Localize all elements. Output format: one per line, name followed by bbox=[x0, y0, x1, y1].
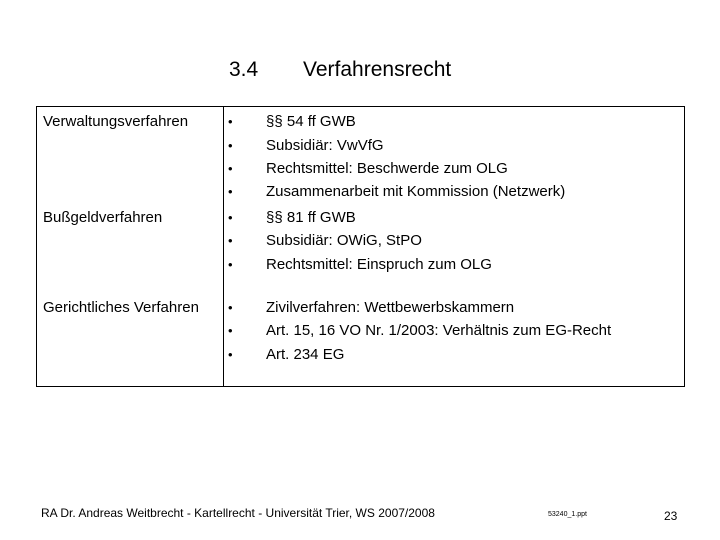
list-item: Rechtsmittel: Beschwerde zum OLG bbox=[266, 160, 508, 177]
bullet: • bbox=[228, 114, 233, 129]
slide-title bbox=[0, 58, 720, 88]
list-item: §§ 54 ff GWB bbox=[266, 113, 356, 130]
footer-author-course: RA Dr. Andreas Weitbrecht - Kartellrecht - Universität Trier, WS 2007/2008 bbox=[41, 506, 435, 520]
bullet: • bbox=[228, 161, 233, 176]
list-item: §§ 81 ff GWB bbox=[266, 209, 356, 226]
page-number: 23 bbox=[664, 509, 678, 523]
list-item: Zivilverfahren: Wettbewerbskammern bbox=[266, 299, 515, 316]
column-divider bbox=[223, 107, 224, 386]
list-item: Subsidiär: VwVfG bbox=[266, 137, 384, 154]
bullet: • bbox=[228, 323, 233, 338]
bullet: • bbox=[228, 347, 233, 362]
bullet: • bbox=[228, 257, 233, 272]
row-label-gerichtliches-verfahren: Gerichtliches Verfahren bbox=[43, 299, 199, 316]
bullet: • bbox=[228, 300, 233, 315]
section-title: Verfahrensrecht bbox=[303, 58, 452, 81]
list-item: Art. 15, 16 VO Nr. 1/2003: Verhältnis zum EG-Recht bbox=[266, 322, 612, 339]
procedure-table bbox=[36, 106, 685, 387]
list-item: Rechtsmittel: Einspruch zum OLG bbox=[266, 256, 492, 273]
row-label-bussgeldverfahren: Bußgeldverfahren bbox=[43, 209, 163, 226]
row-label-verwaltungsverfahren: Verwaltungsverfahren bbox=[43, 113, 189, 130]
bullet: • bbox=[228, 210, 233, 225]
list-item: Art. 234 EG bbox=[266, 346, 345, 363]
bullet: • bbox=[228, 138, 233, 153]
list-item: Subsidiär: OWiG, StPO bbox=[266, 232, 422, 249]
footer-file-name: 53240_1.ppt bbox=[548, 511, 587, 518]
bullet: • bbox=[228, 233, 233, 248]
list-item: Zusammenarbeit mit Kommission (Netzwerk) bbox=[266, 183, 566, 200]
bullet: • bbox=[228, 184, 233, 199]
section-number: 3.4 bbox=[229, 58, 259, 81]
